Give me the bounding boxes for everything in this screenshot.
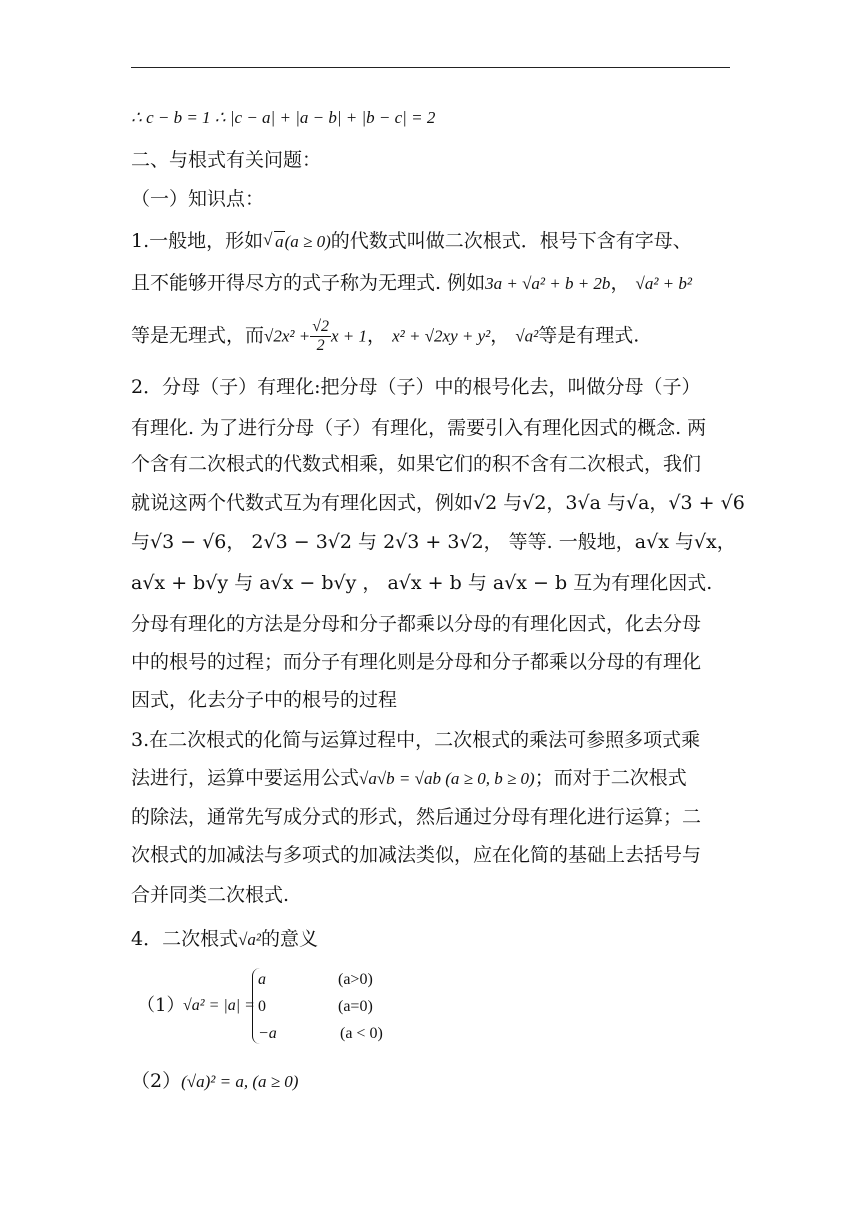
p1-l1-radicand: a bbox=[275, 232, 284, 251]
p1-l1-text-a: 1.一般地，形如 bbox=[131, 230, 264, 252]
p2-line7: 分母有理化的方法是分母和分子都乘以分母的有理化因式，化去分母 bbox=[131, 613, 702, 635]
p1-l1-condition: (a ≥ 0) bbox=[284, 232, 331, 251]
item1-label: （1） bbox=[137, 995, 185, 1016]
case2-condition: (a=0) bbox=[338, 998, 373, 1015]
p1-l3-text-a: 等是无理式，而 bbox=[131, 324, 265, 347]
p2-line2: 有理化. 为了进行分母（子）有理化，需要引入有理化因式的概念. 两 bbox=[131, 417, 707, 439]
p1-l3-sep2: ， bbox=[490, 324, 510, 347]
p1-l3-ex1-a: √2x² + bbox=[264, 326, 311, 346]
p3-l2-formula: √a√b = √ab (a ≥ 0, b ≥ 0) bbox=[359, 769, 535, 788]
p1-line1 bbox=[131, 229, 731, 254]
p4-title bbox=[131, 927, 731, 952]
p4-item2 bbox=[131, 1069, 731, 1094]
section-title: 二、与根式有关问题： bbox=[131, 149, 322, 171]
case3-value: −a bbox=[258, 1025, 277, 1042]
p2-line3: 个含有二次根式的代数式相乘，如果它们的积不含有二次根式，我们 bbox=[131, 453, 702, 475]
p2-line4: 就说这两个代数式互为有理化因式，例如√2 与√2，3√a 与√a，√3 + √6 bbox=[131, 492, 745, 514]
p1-l2-sep: ， bbox=[610, 272, 630, 294]
p1-l3-example3: √a² bbox=[515, 326, 539, 346]
p1-l3-fraction bbox=[310, 318, 331, 355]
subsection-title: （一）知识点： bbox=[131, 188, 265, 210]
p1-l3-sep1: ， bbox=[367, 324, 387, 347]
case2-value: 0 bbox=[258, 998, 266, 1015]
fraction-numerator: √2 bbox=[312, 318, 329, 335]
p3-line1: 3.在二次根式的化简与运算过程中，二次根式的乘法可参照多项式乘 bbox=[131, 729, 701, 751]
formula-top: ∴ c − b = 1 ∴ |c − a| + |a − b| + |b − c| = 2 bbox=[131, 108, 436, 127]
case3-condition: (a < 0) bbox=[340, 1025, 383, 1042]
p3-l2-text-b: ；而对于二次根式 bbox=[534, 767, 687, 789]
case1-condition: (a>0) bbox=[338, 971, 373, 988]
p2-line1: 2．分母（子）有理化:把分母（子）中的根号化去，叫做分母（子） bbox=[131, 376, 701, 398]
p1-line2 bbox=[131, 271, 731, 296]
p4-title-expr: √a² bbox=[238, 930, 262, 949]
p2-line9: 因式，化去分子中的根号的过程 bbox=[131, 689, 398, 711]
item1-lhs: √a² = |a| = bbox=[183, 997, 255, 1014]
p3-l2-text-a: 法进行，运算中要运用公式 bbox=[131, 767, 360, 789]
p3-line3: 的除法，通常先写成分式的形式，然后通过分母有理化进行运算；二 bbox=[131, 806, 702, 828]
p1-l2-example1: 3a + √a² + b + 2b bbox=[485, 274, 611, 293]
p3-line2 bbox=[131, 766, 731, 791]
p1-l3-example2: x² + √2xy + y² bbox=[392, 326, 491, 346]
p2-line5: 与√3 − √6， 2√3 − 3√2 与 2√3 + 3√2， 等等. 一般地，a√x 与√x， bbox=[131, 531, 736, 553]
fraction-denominator: 2 bbox=[316, 337, 325, 354]
case1-value: a bbox=[258, 971, 266, 988]
header-rule bbox=[131, 67, 730, 68]
p1-l2-example2: √a² + b² bbox=[635, 274, 692, 293]
cases-block bbox=[131, 968, 531, 1048]
p4-title-text-b: 的意义 bbox=[261, 928, 319, 950]
p3-line4: 次根式的加减法与多项式的加减法类似，应在化简的基础上去括号与 bbox=[131, 844, 702, 866]
p1-line3 bbox=[131, 318, 731, 355]
p3-line5: 合并同类二次根式. bbox=[131, 884, 290, 906]
p1-l1-text-b: 的代数式叫做二次根式．根号下含有字母、 bbox=[330, 230, 692, 252]
item2-formula: (√a)² = a, (a ≥ 0) bbox=[181, 1072, 299, 1091]
p1-l2-text: 且不能够开得尽方的式子称为无理式. 例如 bbox=[131, 272, 486, 294]
p4-title-text-a: 4．二次根式 bbox=[131, 928, 239, 950]
p1-l3-text-b: 等是有理式. bbox=[538, 324, 640, 347]
p2-line6: a√x + b√y 与 a√x − b√y ， a√x + b 与 a√x − b 互为有理化因式. bbox=[131, 572, 713, 594]
item2-label: （2） bbox=[131, 1070, 182, 1092]
p2-line8: 中的根号的过程；而分子有理化则是分母和分子都乘以分母的有理化 bbox=[131, 651, 702, 673]
p1-l3-ex1-b: x + 1 bbox=[331, 326, 368, 346]
